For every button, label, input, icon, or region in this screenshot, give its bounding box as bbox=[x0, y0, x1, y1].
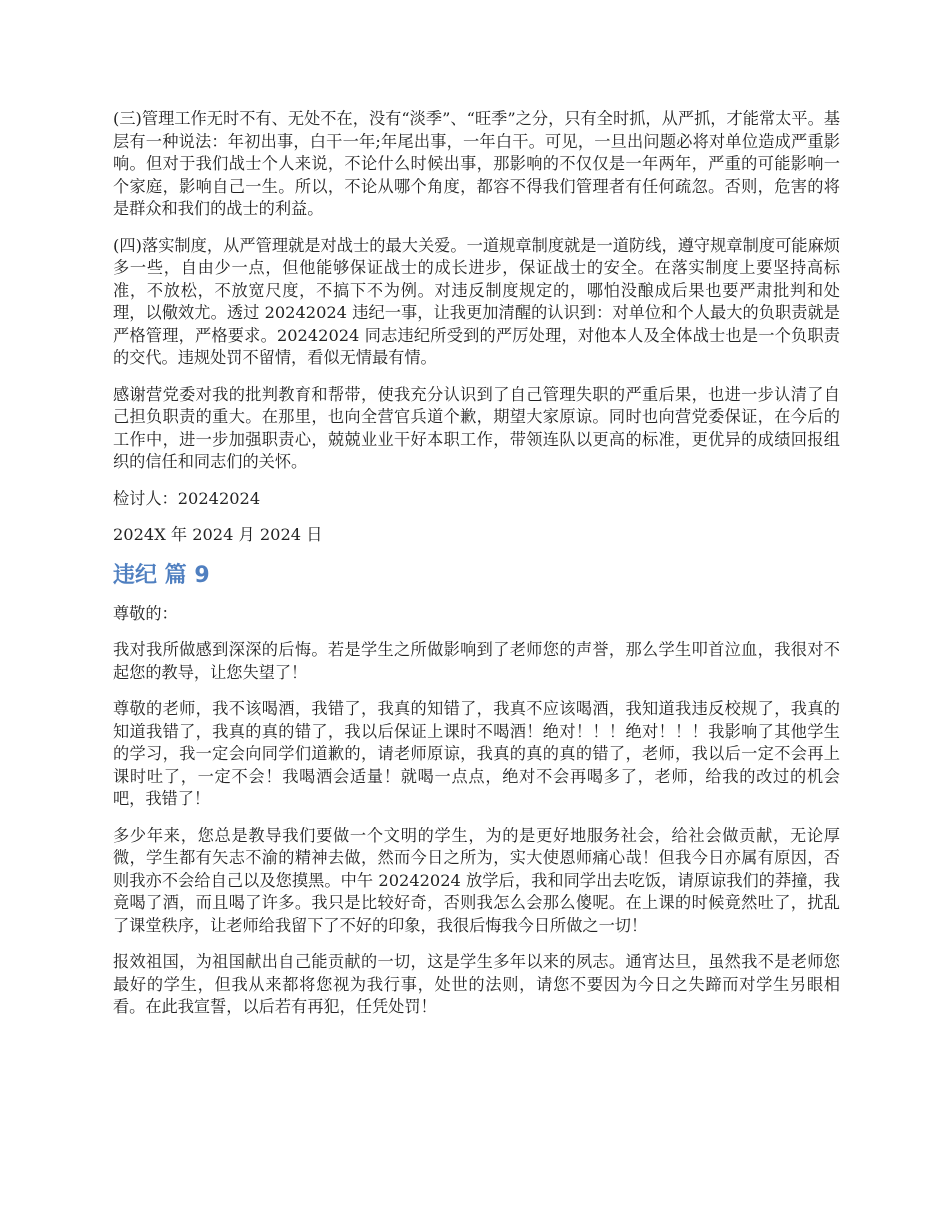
paragraph-thanks: 感谢营党委对我的批判教育和帮带，使我充分认识到了自己管理失职的严重后果，也进一步认清了自己担负职责的重大。在那里，也向全营官兵道个歉，期望大家原谅。同时也向营党委保证，在今后的工作中，进一步加强职责心，兢兢业业干好本职工作，带领连队以更高的标准，更优异的成绩回报组织的信任和同志们的关怀。 bbox=[113, 384, 840, 471]
signer-line: 检讨人：20242024 bbox=[113, 488, 261, 508]
paragraph-regret: 我对我所做感到深深的后悔。若是学生之所做影响到了老师您的声誉，那么学生叩首泣血，我很对不起您的教导，让您失望了！ bbox=[113, 640, 840, 682]
section-heading: 违纪 篇 9 bbox=[113, 562, 210, 588]
paragraph-management-section-4: (四)落实制度，从严管理就是对战士的最大关爱。一道规章制度就是一道防线，遵守规章制度可能麻烦多一些，自由少一点，但他能够保证战士的成长进步，保证战士的安全。在落实制度上要坚持高标准，不放松，不放宽尺度，不搞下不为例。对违反制度规定的，哪怕没酿成后果也要严肃批判和处理，以儆效尤。透过 20242024 违纪一事，让我更加清醒的认识到：对单位和个人最大的负职责就是严格管理，严格要求。20242024 同志违纪所受到的严厉处理，对他本人及全体战士也是一个负职责的交代。违规处罚不留情，看似无情最有情。 bbox=[113, 235, 840, 367]
paragraph-apology: 尊敬的老师，我不该喝酒，我错了，我真的知错了，我真不应该喝酒，我知道我违反校规了，我真的知道我错了，我真的真的错了，我以后保证上课时不喝酒！绝对！！！绝对！！！我影响了其他学生的学习，我一定会向同学们道歉的，请老师原谅，我真的真的真的错了，老师，我以后一定不会再上课时吐了，一定不会！我喝酒会适量！就喝一点点，绝对不会再喝多了，老师，给我的改过的机会吧，我错了！ bbox=[113, 699, 840, 808]
paragraph-reflection: 多少年来，您总是教导我们要做一个文明的学生，为的是更好地服务社会，给社会做贡献，无论厚微，学生都有矢志不渝的精神去做，然而今日之所为，实大使恩师痛心哉！但我今日亦属有原因，否则我亦不会给自己以及您摸黑。中午 20242024 放学后，我和同学出去吃饭，请原谅我们的莽撞，我竟喝了酒，而且喝了许多。我只是比较好奇，否则我怎么会那么傻呢。在上课的时候竟然吐了，扰乱了课堂秩序，让老师给我留下了不好的印象，我很后悔我今日所做之一切！ bbox=[113, 825, 840, 935]
paragraph-pledge: 报效祖国，为祖国献出自己能贡献的一切，这是学生多年以来的夙志。通宵达旦，虽然我不是老师您最好的学生，但我从来都将您视为我行事，处世的法则，请您不要因为今日之失蹄而对学生另眼相看。在此我宣誓，以后若有再犯，任凭处罚！ bbox=[113, 952, 840, 1016]
document-body bbox=[113, 108, 840, 1033]
salutation: 尊敬的： bbox=[113, 603, 178, 623]
date-line: 2024X 年 2024 月 2024 日 bbox=[113, 525, 323, 544]
paragraph-management-section-3: (三)管理工作无时不有、无处不在，没有“淡季”、“旺季”之分，只有全时抓，从严抓，才能常太平。基层有一种说法：年初出事，白干一年;年尾出事，一年白干。可见，一旦出问题必将对单位造成严重影响。但对于我们战士个人来说，不论什么时候出事，那影响的不仅仅是一年两年，严重的可能影响一个家庭，影响自己一生。所以，不论从哪个角度，都容不得我们管理者有任何疏忽。否则，危害的将是群众和我们的战士的利益。 bbox=[113, 109, 840, 218]
